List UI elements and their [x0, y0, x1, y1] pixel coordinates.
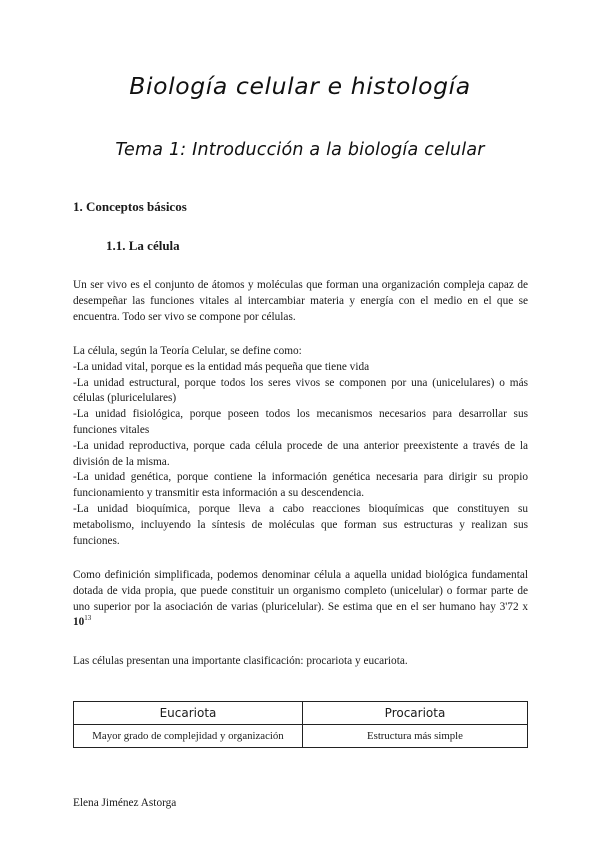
document-subtitle: Tema 1: Introducción a la biología celular: [115, 140, 485, 160]
cell-theory-intro: La célula, según la Teoría Celular, se define como:: [73, 345, 302, 357]
footer-author: Elena Jiménez Astorga: [73, 797, 177, 809]
cell-theory-block: [73, 344, 528, 549]
cell-count-mantissa: 3'72 x: [499, 600, 528, 613]
column-header-eucariota: Eucariota: [74, 702, 303, 725]
intro-paragraph: Un ser vivo es el conjunto de átomos y moléculas que forman una organización compleja capaz de desempeñar las funciones vitales al intercambiar materia y energía con el medio en el que se encuentra. Todo ser vivo se compone por células.: [73, 279, 528, 323]
cell-theory-item: -La unidad bioquímica, porque lleva a cabo reacciones bioquímicas que constituyen su metabolismo, incluyendo la síntesis de moléculas que forman sus estructuras y realizan sus funciones.: [73, 502, 528, 547]
classification-paragraph: Las células presentan una importante clasificación: procariota y eucariota.: [73, 655, 408, 667]
table-cell: Mayor grado de complejidad y organización: [74, 725, 303, 748]
cell-theory-item: -La unidad reproductiva, porque cada célula procede de una anterior preexistente a través de la división de la misma.: [73, 439, 528, 468]
cell-theory-item: -La unidad vital, porque es la entidad más pequeña que tiene vida: [73, 360, 370, 373]
definition-text: Como definición simplificada, podemos denominar célula a aquella unidad biológica fundamental dotada de vida propia, que puede constituir un organismo completo (unicelular) o formar parte de uno superior por la asociación de varias (pluricelular). Se estima que en el ser humano hay: [73, 569, 528, 613]
cell-theory-item: -La unidad estructural, porque todos los seres vivos se componen por una (unicelulares) o más células (pluricelulares): [73, 376, 528, 405]
cell-count-base: 10: [73, 616, 85, 629]
cell-theory-item: -La unidad fisiológica, porque poseen todos los mecanismos necesarios para desarrollar sus funciones vitales: [73, 408, 528, 436]
cell-count-exponent: 13: [84, 614, 92, 623]
section-heading: 1. Conceptos básicos: [73, 199, 187, 214]
cell-theory-item: -La unidad genética, porque contiene la información genética necesaria para dirigir su propio funcionamiento y transmitir esta información a su descendencia.: [73, 471, 528, 500]
table-row: [74, 725, 528, 748]
table-cell: Estructura más simple: [303, 725, 528, 748]
document-title: Biología celular e histología: [129, 72, 471, 100]
subsection-heading: 1.1. La célula: [106, 238, 180, 253]
definition-paragraph: [73, 568, 528, 631]
table-header-row: [74, 702, 528, 725]
comparison-table: [73, 701, 528, 748]
column-header-procariota: Procariota: [303, 702, 528, 725]
